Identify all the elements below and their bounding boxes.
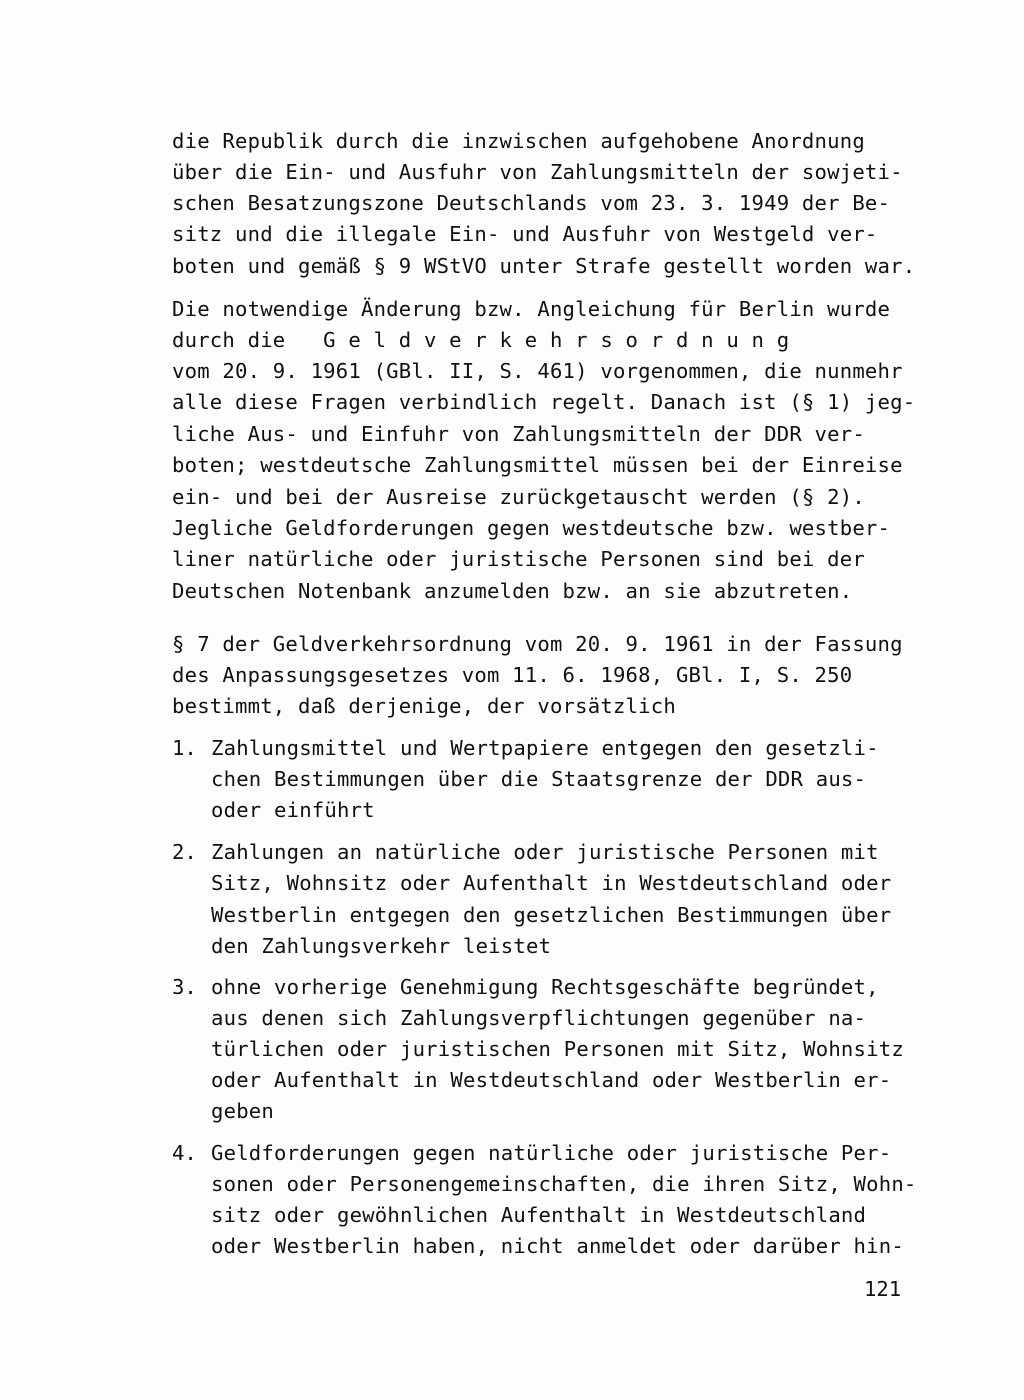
text-line: Westberlin entgegen den gesetzlichen Bestimmungen über	[211, 903, 892, 927]
list-item-number: 2.	[172, 840, 197, 864]
text-line: boten und gemäß § 9 WStVO unter Strafe gestellt worden war.	[172, 254, 916, 278]
text-line: Sitz, Wohnsitz oder Aufenthalt in Westdeutschland oder	[211, 871, 892, 895]
text-line: die Republik durch die inzwischen aufgehobene Anordnung	[172, 129, 865, 153]
text-line: oder Aufenthalt in Westdeutschland oder Westberlin er-	[211, 1068, 892, 1092]
list-item-number: 4.	[172, 1141, 197, 1165]
text-line: Deutschen Notenbank anzumelden bzw. an sie abzutreten.	[172, 579, 853, 603]
text-line: § 7 der Geldverkehrsordnung vom 20. 9. 1961 in der Fassung	[172, 632, 903, 656]
text-line: den Zahlungsverkehr leistet	[211, 934, 552, 958]
text-line: oder Westberlin haben, nicht anmeldet oder darüber hin-	[211, 1234, 904, 1258]
text-line: Zahlungen an natürliche oder juristische Personen mit	[211, 840, 879, 864]
text-line: durch die G e l d v e r k e h r s o r d n u n g	[172, 328, 790, 352]
text-line: oder einführt	[211, 798, 375, 822]
list-item-number: 3.	[172, 975, 197, 999]
page-number: 121	[864, 1277, 902, 1301]
text-line: über die Ein- und Ausfuhr von Zahlungsmitteln der sowjeti-	[172, 160, 903, 184]
text-line: chen Bestimmungen über die Staatsgrenze der DDR aus-	[211, 767, 867, 791]
text-line: liner natürliche oder juristische Personen sind bei der	[172, 547, 865, 571]
text-line: sitz oder gewöhnlichen Aufenthalt in Westdeutschland	[211, 1203, 867, 1227]
text-line: ohne vorherige Genehmigung Rechtsgeschäfte begründet,	[211, 975, 879, 999]
text-line: sonen oder Personengemeinschaften, die ihren Sitz, Wohn-	[211, 1172, 917, 1196]
text-line: geben	[211, 1099, 274, 1123]
text-line: schen Besatzungszone Deutschlands vom 23. 3. 1949 der Be-	[172, 191, 891, 215]
text-line: türlichen oder juristischen Personen mit Sitz, Wohnsitz	[211, 1037, 904, 1061]
text-line: alle diese Fragen verbindlich regelt. Danach ist (§ 1) jeg-	[172, 390, 916, 414]
text-line: aus denen sich Zahlungsverpflichtungen gegenüber na-	[211, 1006, 867, 1030]
text-line: vom 20. 9. 1961 (GBl. II, S. 461) vorgenommen, die nunmehr	[172, 359, 903, 383]
text-line: Geldforderungen gegen natürliche oder juristische Per-	[211, 1141, 892, 1165]
text-line: liche Aus- und Einfuhr von Zahlungsmitteln der DDR ver-	[172, 422, 865, 446]
text-line: des Anpassungsgesetzes vom 11. 6. 1968, GBl. I, S. 250	[172, 663, 853, 687]
list-item-number: 1.	[172, 736, 197, 760]
text-line: bestimmt, daß derjenige, der vorsätzlich	[172, 694, 676, 718]
text-line: boten; westdeutsche Zahlungsmittel müssen bei der Einreise	[172, 453, 903, 477]
text-line: ein- und bei der Ausreise zurückgetauscht werden (§ 2).	[172, 485, 865, 509]
text-line: Die notwendige Änderung bzw. Angleichung für Berlin wurde	[172, 297, 891, 321]
text-line: sitz und die illegale Ein- und Ausfuhr von Westgeld ver-	[172, 222, 878, 246]
text-line: Jegliche Geldforderungen gegen westdeutsche bzw. westber-	[172, 516, 891, 540]
text-line: Zahlungsmittel und Wertpapiere entgegen den gesetzli-	[211, 736, 879, 760]
